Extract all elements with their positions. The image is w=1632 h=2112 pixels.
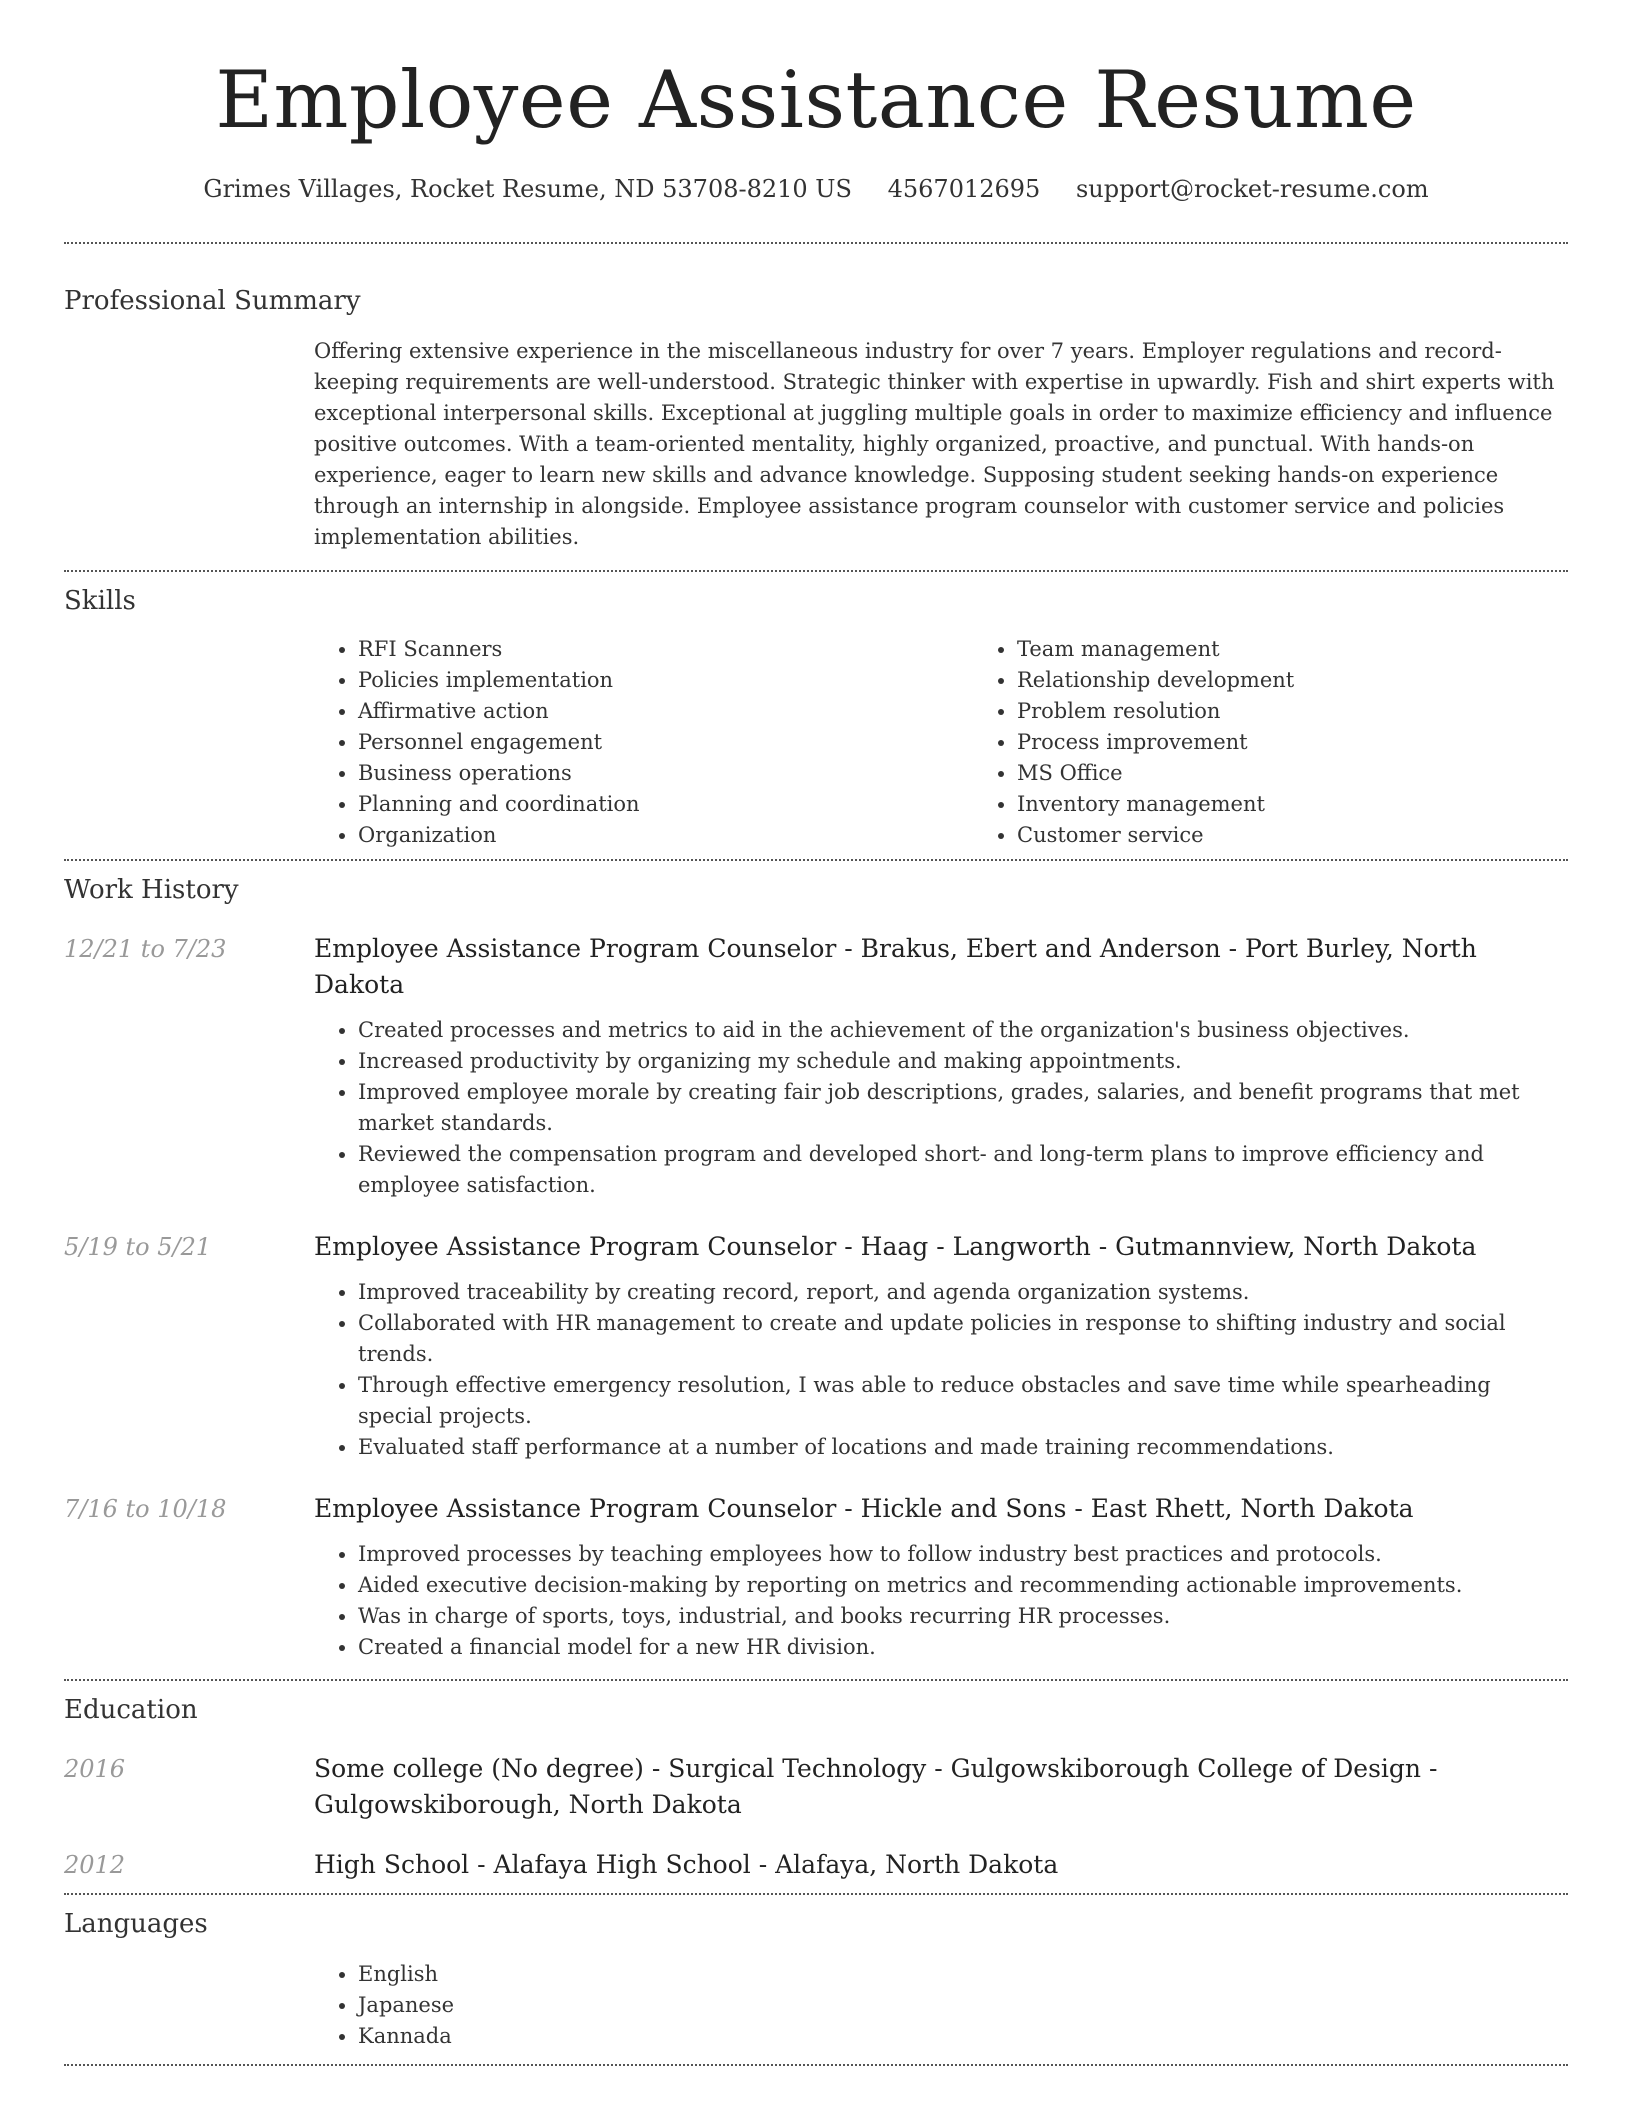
job-entry — [64, 1491, 1568, 1663]
job-bullet: • Created processes and metrics to aid in the achievement of the organization's business objectives. — [358, 1015, 1568, 1046]
education-title: High School - Alafaya High School - Alafaya, North Dakota — [314, 1850, 1059, 1879]
education-year: 2016 — [64, 1755, 126, 1783]
job-bullet: • Increased productivity by organizing my schedule and making appointments. — [358, 1046, 1568, 1077]
contact-line — [64, 172, 1568, 206]
education-heading: Education — [64, 1695, 198, 1725]
job-bullet: • Improved employee morale by creating fair job descriptions, grades, salaries, and benefit programs that met market standards. — [358, 1077, 1568, 1139]
job-bullet: • Was in charge of sports, toys, industrial, and books recurring HR processes. — [358, 1601, 1568, 1632]
education-year: 2012 — [64, 1851, 126, 1879]
education-entry — [64, 1751, 1568, 1823]
job-bullets — [314, 1015, 1568, 1201]
skill-item: • Problem resolution — [1017, 696, 1632, 727]
education-entry — [64, 1847, 1568, 1883]
job-bullet: • Collaborated with HR management to create and update policies in response to shifting industry and social trends. — [358, 1308, 1568, 1370]
language-item: • Japanese — [358, 1990, 1568, 2021]
job-dates: 12/21 to 7/23 — [64, 935, 227, 963]
section-divider — [64, 1893, 1568, 1895]
job-bullet: • Improved processes by teaching employees how to follow industry best practices and protocols. — [358, 1539, 1568, 1570]
job-entry — [64, 1229, 1568, 1463]
skills-list-left — [314, 634, 973, 851]
section-divider — [64, 859, 1568, 861]
languages-section — [64, 1959, 1568, 2052]
section-divider — [64, 2064, 1568, 2066]
skill-item: • MS Office — [1017, 758, 1632, 789]
work-section — [64, 931, 1568, 1663]
job-dates: 7/16 to 10/18 — [64, 1495, 227, 1523]
section-divider — [64, 570, 1568, 572]
contact-email: support@rocket-resume.com — [1075, 175, 1429, 203]
summary-heading: Professional Summary — [64, 286, 361, 316]
job-entry — [64, 931, 1568, 1201]
skill-item: • Relationship development — [1017, 665, 1632, 696]
contact-address: Grimes Villages, Rocket Resume, ND 53708-8210 US — [203, 175, 852, 203]
job-bullet: • Through effective emergency resolution, I was able to reduce obstacles and save time while spearheading special projects. — [358, 1370, 1568, 1432]
skill-item: • Personnel engagement — [358, 727, 973, 758]
languages-list — [314, 1959, 1568, 2052]
job-title: Employee Assistance Program Counselor - Brakus, Ebert and Anderson - Port Burley, North Dakota — [314, 934, 1477, 999]
job-bullet: • Improved traceability by creating record, report, and agenda organization systems. — [358, 1277, 1568, 1308]
education-title: Some college (No degree) - Surgical Technology - Gulgowskiborough College of Design - Gulgowskiborough, North Dakota — [314, 1754, 1438, 1819]
skill-item: • Business operations — [358, 758, 973, 789]
skill-item: • Affirmative action — [358, 696, 973, 727]
skills-section — [64, 634, 1568, 851]
summary-text: Offering extensive experience in the miscellaneous industry for over 7 years. Employer regulations and record-keeping requirements are well-understood. Strategic thinker with expertise in upwardly. Fish and shirt experts with exceptional interpersonal skills. Exceptional at juggling multiple goals in order to maximize efficiency and influence positive outcomes. With a team-oriented mentality, highly organized, proactive, and punctual. With hands-on experience, eager to learn new skills and advance knowledge. Supposing student seeking hands-on experience through an internship in alongside. Employee assistance program counselor with customer service and policies implementation abilities. — [314, 339, 1555, 549]
job-dates: 5/19 to 5/21 — [64, 1233, 212, 1261]
skill-item: • Inventory management — [1017, 789, 1632, 820]
job-bullet: • Aided executive decision-making by reporting on metrics and recommending actionable improvements. — [358, 1570, 1568, 1601]
skill-item: • Customer service — [1017, 820, 1632, 851]
skill-item: • Policies implementation — [358, 665, 973, 696]
languages-heading: Languages — [64, 1909, 208, 1939]
job-bullet: • Created a financial model for a new HR division. — [358, 1632, 1568, 1663]
skills-heading: Skills — [64, 586, 136, 616]
section-divider — [64, 242, 1568, 244]
language-item: • Kannada — [358, 2021, 1568, 2052]
section-divider — [64, 1679, 1568, 1681]
job-bullet: • Reviewed the compensation program and developed short- and long-term plans to improve efficiency and employee satisfaction. — [358, 1139, 1568, 1201]
job-title: Employee Assistance Program Counselor - Haag - Langworth - Gutmannview, North Dakota — [314, 1232, 1477, 1261]
skill-item: • Process improvement — [1017, 727, 1632, 758]
skills-list-right — [973, 634, 1632, 851]
work-heading: Work History — [64, 875, 239, 905]
job-title: Employee Assistance Program Counselor - Hickle and Sons - East Rhett, North Dakota — [314, 1494, 1414, 1523]
language-item: • English — [358, 1959, 1568, 1990]
job-bullets — [314, 1277, 1568, 1463]
skill-item: • Team management — [1017, 634, 1632, 665]
skill-item: • RFI Scanners — [358, 634, 973, 665]
job-bullets — [314, 1539, 1568, 1663]
resume-name: Employee Assistance Resume — [215, 54, 1417, 146]
skill-item: • Planning and coordination — [358, 789, 973, 820]
job-bullet: • Evaluated staff performance at a number of locations and made training recommendations. — [358, 1432, 1568, 1463]
skill-item: • Organization — [358, 820, 973, 851]
contact-phone: 4567012695 — [887, 175, 1041, 203]
summary-section — [64, 336, 1568, 553]
education-section — [64, 1751, 1568, 1883]
